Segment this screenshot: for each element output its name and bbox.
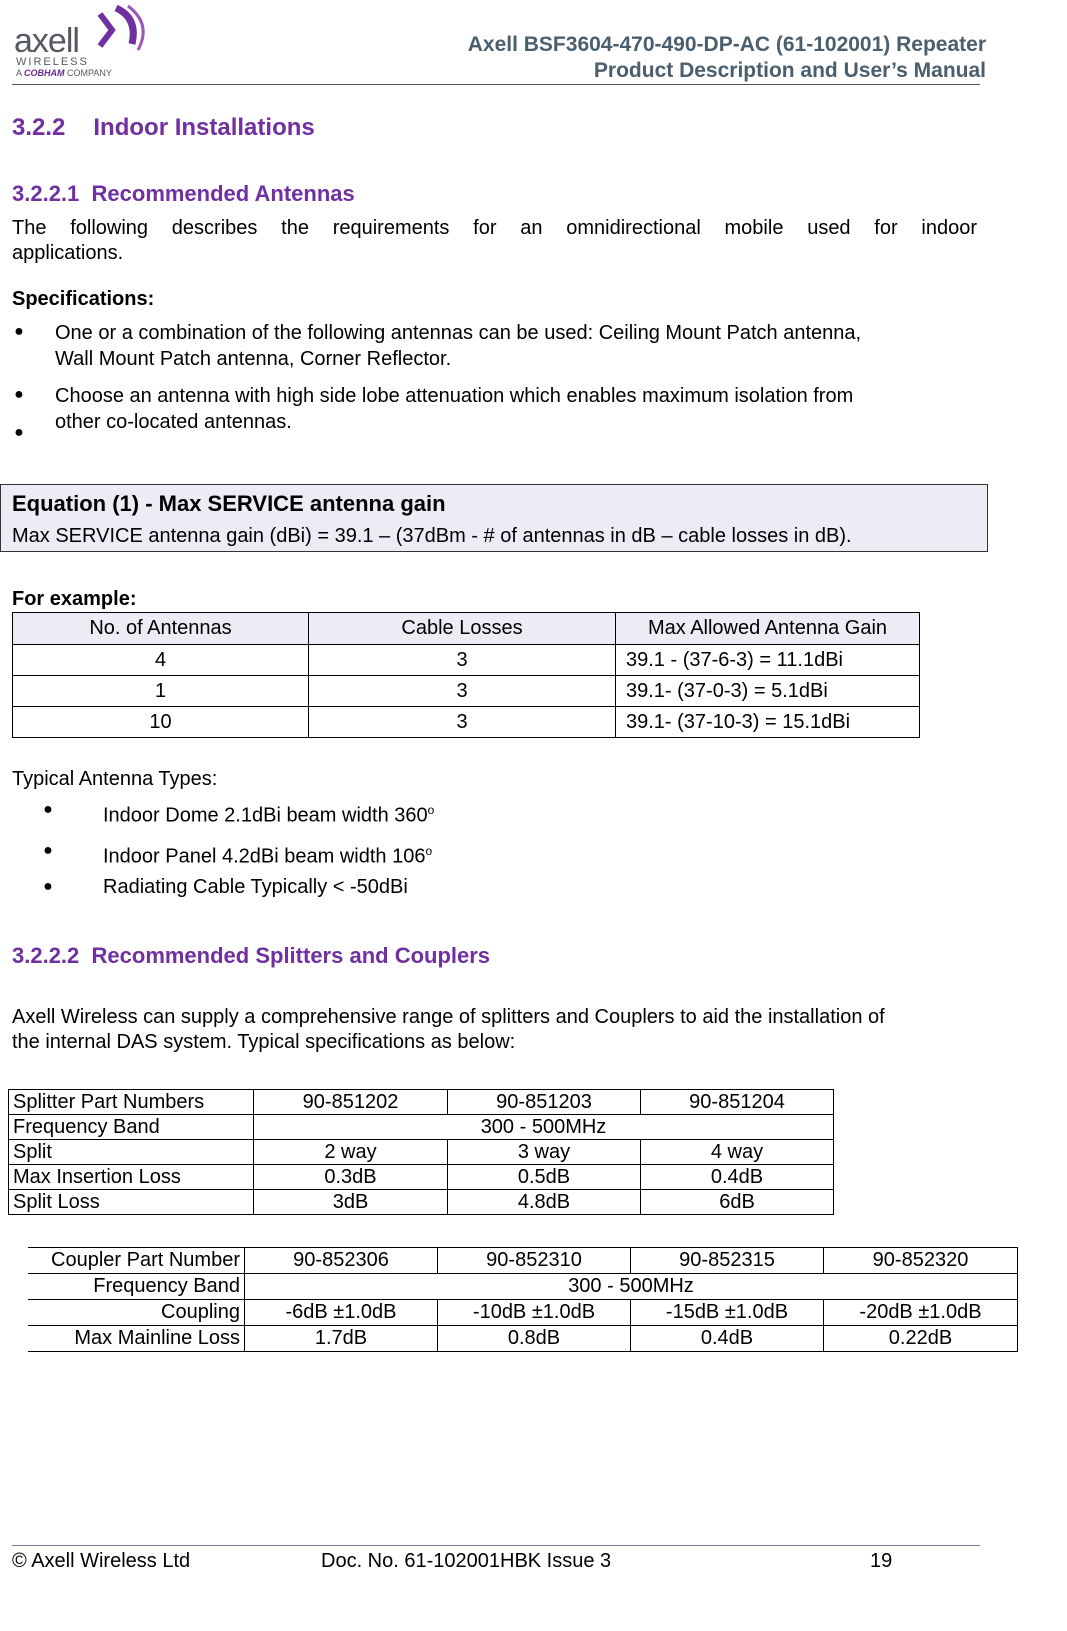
table-cell: 3 <box>309 707 616 738</box>
bullet-icon: ● <box>43 878 53 895</box>
table-cell: 39.1- (37-0-3) = 5.1dBi <box>616 676 920 707</box>
table-cell: 39.1- (37-10-3) = 15.1dBi <box>616 707 920 738</box>
table-cell: 0.3dB <box>254 1165 448 1190</box>
table-cell: 90-852310 <box>438 1248 631 1274</box>
table-cell: 90-852315 <box>631 1248 824 1274</box>
bullet-icon: ● <box>43 842 53 859</box>
spec-item-2-line2: other co-located antennas. <box>55 411 292 433</box>
example-label: For example: <box>12 588 137 610</box>
table-cell: Split Loss <box>9 1190 254 1215</box>
logo-wireless: WIRELESS <box>16 56 89 68</box>
footer-divider <box>12 1545 980 1546</box>
footer-doc-number: Doc. No. 61-102001HBK Issue 3 <box>321 1550 612 1572</box>
specifications-label: Specifications: <box>12 288 155 310</box>
company-logo <box>14 4 144 80</box>
table-cell: 3 way <box>448 1140 641 1165</box>
table-cell: 1.7dB <box>245 1326 438 1352</box>
table-cell: Splitter Part Numbers <box>9 1090 254 1115</box>
section-title: Indoor Installations <box>93 114 315 141</box>
table-cell: 90-852306 <box>245 1248 438 1274</box>
footer-page-number: 19 <box>870 1550 893 1572</box>
table-row <box>13 707 920 738</box>
table-row <box>28 1248 1018 1274</box>
table-cell: 4 way <box>641 1140 834 1165</box>
table-cell: 3 <box>309 645 616 676</box>
document-title <box>468 32 986 84</box>
table-row <box>28 1300 1018 1326</box>
table-cell: Coupling <box>28 1300 245 1326</box>
table-cell: Frequency Band <box>9 1115 254 1140</box>
spec-item-1-line2: Wall Mount Patch antenna, Corner Reflector. <box>55 348 452 370</box>
spec-item-1-line1: One or a combination of the following antennas can be used: Ceiling Mount Patch antenna, <box>55 322 862 344</box>
table-cell: 1 <box>13 676 309 707</box>
table-cell: 3dB <box>254 1190 448 1215</box>
table-header: Max Allowed Antenna Gain <box>616 613 920 645</box>
antenna-type-item: Radiating Cable Typically < -50dBi <box>103 876 408 898</box>
table-cell: 90-852320 <box>824 1248 1018 1274</box>
table-cell: -15dB ±1.0dB <box>631 1300 824 1326</box>
table-cell: 3 <box>309 676 616 707</box>
table-cell: 6dB <box>641 1190 834 1215</box>
table-row <box>9 1165 834 1190</box>
table-header: Cable Losses <box>309 613 616 645</box>
subsection-heading-antennas: 3.2.2.1 Recommended Antennas <box>12 181 355 206</box>
table-cell: 4 <box>13 645 309 676</box>
logo-mark-icon <box>94 4 154 56</box>
table-row <box>28 1274 1018 1300</box>
example-table <box>12 612 920 738</box>
table-cell: 0.4dB <box>631 1326 824 1352</box>
antenna-type-item: Indoor Dome 2.1dBi beam width 360$^o$ <box>103 803 435 827</box>
footer-copyright: © Axell Wireless Ltd <box>12 1550 191 1572</box>
bullet-icon: ● <box>14 424 24 441</box>
table-cell: -20dB ±1.0dB <box>824 1300 1018 1326</box>
table-cell: 0.8dB <box>438 1326 631 1352</box>
table-cell: 300 - 500MHz <box>245 1274 1018 1300</box>
table-cell: Max Mainline Loss <box>28 1326 245 1352</box>
table-cell: 10 <box>13 707 309 738</box>
table-header: No. of Antennas <box>13 613 309 645</box>
bullet-icon: ● <box>14 386 24 403</box>
document-title-line1: Axell BSF3604-470-490-DP-AC (61-102001) Repeater <box>467 33 986 56</box>
table-cell: Max Insertion Loss <box>9 1165 254 1190</box>
section-heading <box>12 114 315 142</box>
table-cell: -6dB ±1.0dB <box>245 1300 438 1326</box>
table-row <box>9 1190 834 1215</box>
table-cell: 90-851203 <box>448 1090 641 1115</box>
table-cell: 300 - 500MHz <box>254 1115 834 1140</box>
table-cell: 2 way <box>254 1140 448 1165</box>
table-cell: 39.1 - (37-6-3) = 11.1dBi <box>616 645 920 676</box>
antennas-intro-line1: The following describes the requirements for an omnidirectional mobile used for indoor <box>12 217 977 239</box>
table-row <box>13 676 920 707</box>
table-row <box>9 1115 834 1140</box>
logo-word: axell <box>14 22 79 60</box>
table-cell: 4.8dB <box>448 1190 641 1215</box>
antennas-intro-line2: applications. <box>12 242 124 264</box>
table-header-row <box>13 613 920 645</box>
antenna-type-item: Indoor Panel 4.2dBi beam width 106$^o$ <box>103 844 433 868</box>
subsection-heading-splitters: 3.2.2.2 Recommended Splitters and Couplers <box>12 943 491 968</box>
table-cell: 0.5dB <box>448 1165 641 1190</box>
coupler-table <box>28 1247 1018 1352</box>
antenna-types-label: Typical Antenna Types: <box>12 768 218 790</box>
logo-company: A COBHAM COMPANY <box>16 68 112 78</box>
equation-title: Equation (1) - Max SERVICE antenna gain <box>12 491 446 516</box>
table-cell: 0.22dB <box>824 1326 1018 1352</box>
table-row <box>28 1326 1018 1352</box>
equation-box <box>0 484 988 552</box>
spec-item-2-line1: Choose an antenna with high side lobe attenuation which enables maximum isolation from <box>55 385 854 407</box>
table-cell: Split <box>9 1140 254 1165</box>
splitters-intro-line2: the internal DAS system. Typical specifications as below: <box>12 1031 516 1053</box>
table-cell: 90-851202 <box>254 1090 448 1115</box>
document-title-line2: Product Description and User’s Manual <box>593 59 986 82</box>
table-cell: 90-851204 <box>641 1090 834 1115</box>
header-divider <box>12 84 980 85</box>
equation-text: Max SERVICE antenna gain (dBi) = 39.1 – (37dBm - # of antennas in dB – cable losses in dB). <box>12 525 852 547</box>
section-number: 3.2.2 <box>12 114 66 141</box>
splitter-table <box>8 1089 834 1215</box>
table-cell: Frequency Band <box>28 1274 245 1300</box>
table-cell: Coupler Part Number <box>28 1248 245 1274</box>
table-row <box>9 1090 834 1115</box>
table-cell: 0.4dB <box>641 1165 834 1190</box>
table-row <box>13 645 920 676</box>
bullet-icon: ● <box>43 801 53 818</box>
bullet-icon: ● <box>14 323 24 340</box>
table-cell: -10dB ±1.0dB <box>438 1300 631 1326</box>
table-row <box>9 1140 834 1165</box>
splitters-intro-line1: Axell Wireless can supply a comprehensive range of splitters and Couplers to aid the installation of <box>12 1006 885 1028</box>
